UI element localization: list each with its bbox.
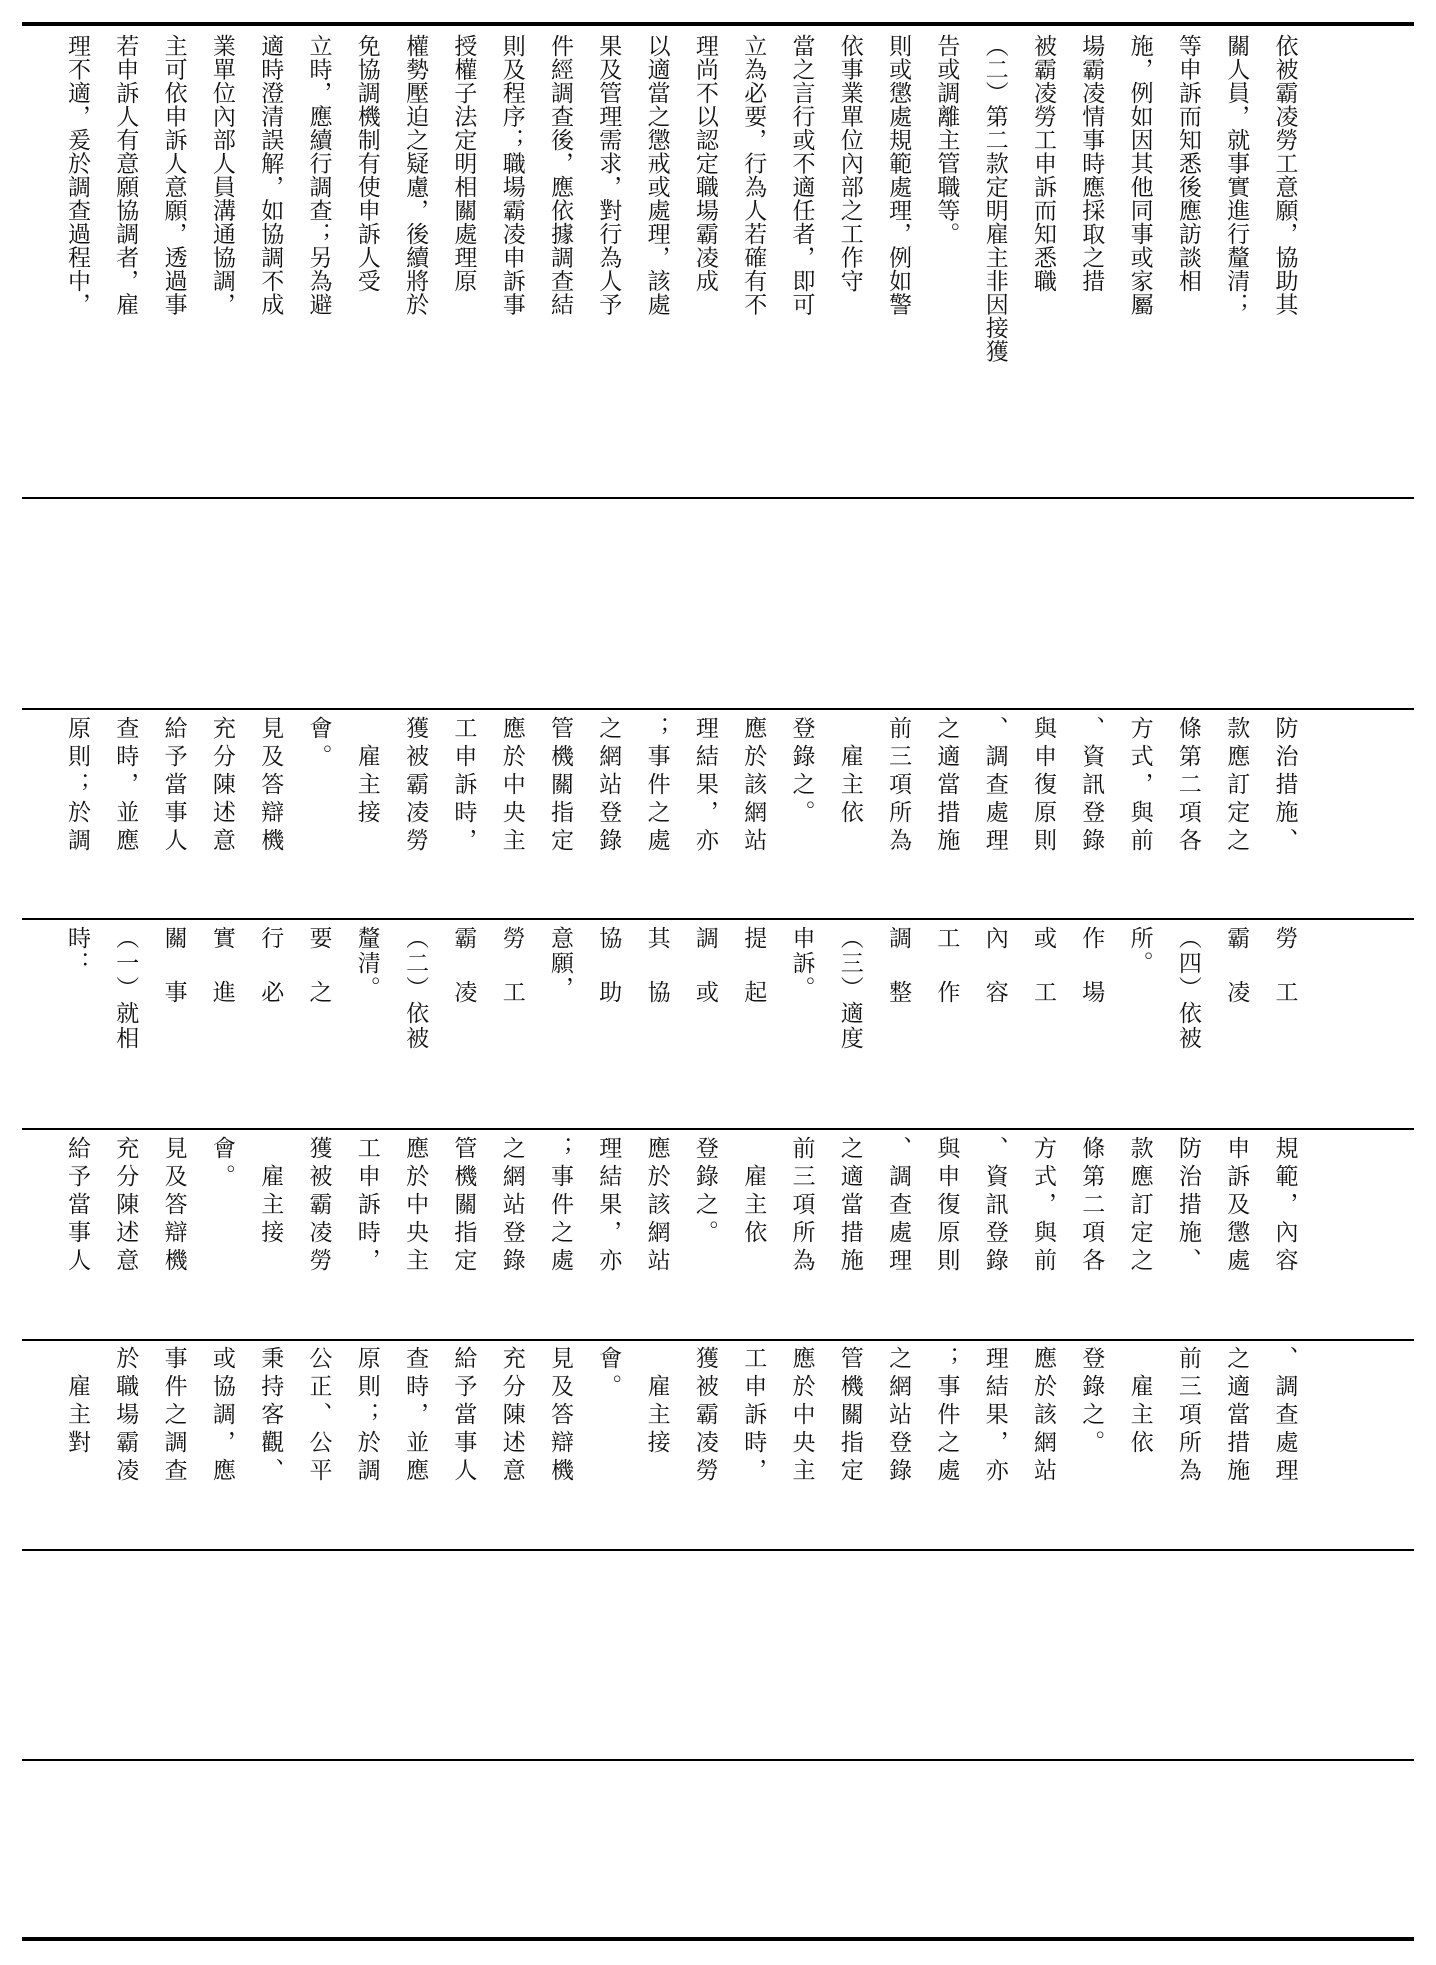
text-column: 雇主對: [64, 1346, 90, 1458]
text-column: 充分陳述意: [112, 1136, 139, 1276]
text-column: 見及答辯機: [547, 1346, 573, 1486]
text-band-1: [22, 34, 1414, 486]
text-column: 勞工: [498, 926, 525, 1034]
text-column: 之網站登錄: [595, 716, 622, 856]
text-column: 登錄之。: [788, 716, 815, 828]
text-column: 應於該網站: [643, 1136, 670, 1276]
text-column: 調或: [691, 926, 718, 1034]
text-column: 以適當之懲戒或處理，該處: [643, 34, 670, 316]
text-column: 獲被霸凌勞: [691, 1346, 718, 1486]
text-column: （一）就相: [112, 926, 139, 1051]
text-column: 登錄之。: [691, 1136, 718, 1248]
text-column: 給予當事人: [450, 1346, 477, 1486]
text-column: 防治措施、: [1174, 1136, 1201, 1276]
text-column: 管機關指定: [547, 716, 573, 856]
text-column: 申訴及懲處: [1223, 1136, 1250, 1276]
bottom-rule: [22, 1937, 1414, 1941]
text-column: 雇主接: [257, 1136, 284, 1248]
text-column: 管機關指定: [450, 1136, 477, 1276]
text-column: 獲被霸凌勞: [305, 1136, 332, 1276]
text-column: 、調查處理: [885, 1136, 912, 1276]
text-column: 查時，並應: [112, 716, 139, 856]
text-column: 雇主接: [643, 1346, 670, 1458]
text-column: 事件之調查: [160, 1346, 187, 1486]
text-column: 授權子法定明相關處理原: [450, 34, 477, 293]
text-column: 會。: [595, 1346, 622, 1402]
text-column: 理不適，爰於調查過程中，: [64, 34, 90, 316]
text-column: 行必: [257, 926, 284, 1034]
text-column: （四）依被: [1174, 926, 1201, 1051]
text-column: 權勢壓迫之疑慮，後續將於: [402, 34, 429, 316]
text-column: 應於該網站: [740, 716, 767, 856]
text-column: 原則；於調: [353, 1346, 380, 1486]
text-column: 調整: [885, 926, 912, 1034]
rule-1: [22, 497, 1414, 499]
text-column: 雇主依: [836, 716, 863, 828]
rule-5: [22, 1339, 1414, 1341]
text-column: （二）依被: [402, 926, 429, 1051]
text-column: 之網站登錄: [885, 1346, 912, 1486]
text-column: 關事: [160, 926, 187, 1034]
text-column: 當之言行或不適任者，即可: [788, 34, 815, 316]
text-column: 應於中央主: [788, 1346, 815, 1486]
text-column: 免協調機制有使申訴人受: [353, 34, 380, 293]
text-column: 、調查處理: [981, 716, 1008, 856]
text-column: 工申訴時，: [450, 716, 477, 856]
text-column: 果及管理需求，對行為人予: [595, 34, 622, 316]
text-column: 工申訴時，: [353, 1136, 380, 1276]
text-column: 給予當事人: [64, 1136, 90, 1276]
text-column: 見及答辯機: [257, 716, 284, 856]
text-column: ；事件之處: [643, 716, 670, 856]
text-column: 理結果，亦: [981, 1346, 1008, 1486]
text-column: 作場: [1078, 926, 1105, 1034]
text-column: 則或懲處規範處理，例如警: [885, 34, 912, 316]
text-column: 雇主依: [1126, 1346, 1153, 1458]
rule-7: [22, 1759, 1414, 1761]
text-column: 防治措施、: [1271, 716, 1298, 856]
text-column: 之適當措施: [836, 1136, 863, 1276]
text-column: 理結果，亦: [595, 1136, 622, 1276]
text-column: 查時，並應: [402, 1346, 429, 1486]
text-column: 前三項所為: [1174, 1346, 1201, 1486]
text-column: 或工: [1030, 926, 1056, 1034]
text-column: 見及答辯機: [160, 1136, 187, 1276]
text-column: 應於該網站: [1030, 1346, 1056, 1486]
text-column: 給予當事人: [160, 716, 187, 856]
text-column: 充分陳述意: [208, 716, 235, 856]
rule-2: [22, 708, 1414, 710]
text-column: 雇主依: [740, 1136, 767, 1248]
text-column: 會。: [305, 716, 332, 772]
text-column: 之網站登錄: [498, 1136, 525, 1276]
text-column: 時：: [64, 926, 90, 976]
text-band-2: [22, 716, 1414, 912]
text-column: 所。: [1126, 926, 1153, 976]
text-column: 要之: [305, 926, 332, 1034]
text-column: 勞工: [1271, 926, 1298, 1034]
text-column: 與申復原則: [1030, 716, 1056, 856]
text-column: 場霸凌情事時應採取之措: [1078, 34, 1105, 293]
text-column: 公正、公平: [305, 1346, 332, 1486]
text-column: 施，例如因其他同事或家屬: [1126, 34, 1153, 316]
text-band-4: [22, 1136, 1414, 1332]
text-column: 登錄之。: [1078, 1346, 1105, 1458]
text-column: 則及程序；職場霸凌申訴事: [498, 34, 525, 316]
text-column: 款應訂定之: [1126, 1136, 1153, 1276]
text-column: 於職場霸凌: [112, 1346, 139, 1486]
text-column: 申訴。: [788, 926, 815, 1001]
text-column: 會。: [208, 1136, 235, 1192]
top-rule: [22, 22, 1414, 26]
text-column: 雇主接: [353, 716, 380, 828]
text-column: 理尚不以認定職場霸凌成: [691, 34, 718, 293]
text-column: 條第二項各: [1174, 716, 1201, 856]
text-column: 霸凌: [450, 926, 477, 1034]
text-column: 前三項所為: [885, 716, 912, 856]
text-column: 依事業單位內部之工作守: [836, 34, 863, 293]
text-column: 立時，應續行調查；另為避: [305, 34, 332, 316]
rule-6: [22, 1549, 1414, 1551]
text-column: 方式，與前: [1126, 716, 1153, 856]
text-column: ；事件之處: [547, 1136, 573, 1276]
text-column: 充分陳述意: [498, 1346, 525, 1486]
text-column: 理結果，亦: [691, 716, 718, 856]
text-column: 前三項所為: [788, 1136, 815, 1276]
text-column: 工作: [933, 926, 960, 1034]
text-column: （二）第二款定明雇主非因接獲: [981, 34, 1008, 363]
text-column: ；事件之處: [933, 1346, 960, 1486]
text-band-3: [22, 926, 1414, 1122]
text-column: 關人員，就事實進行釐清；: [1223, 34, 1250, 316]
text-column: 應於中央主: [498, 716, 525, 856]
text-column: 適時澄清誤解，如協調不成: [257, 34, 284, 316]
text-column: 件經調查後，應依據調查結: [547, 34, 573, 316]
text-column: 內容: [981, 926, 1008, 1034]
text-column: 意願，: [547, 926, 573, 1001]
text-column: 依被霸凌勞工意願，協助其: [1271, 34, 1298, 316]
text-column: 管機關指定: [836, 1346, 863, 1486]
rule-3: [22, 918, 1414, 920]
text-column: 業單位內部人員溝通協調，: [208, 34, 235, 316]
text-column: 主可依申訴人意願，透過事: [160, 34, 187, 316]
text-column: 款應訂定之: [1223, 716, 1250, 856]
text-column: 工申訴時，: [740, 1346, 767, 1486]
text-column: 、資訊登錄: [1078, 716, 1105, 856]
text-column: 或協調，應: [208, 1346, 235, 1486]
text-band-5: [22, 1346, 1414, 1542]
text-column: 協助: [595, 926, 622, 1034]
text-column: 實進: [208, 926, 235, 1034]
text-column: 之適當措施: [933, 716, 960, 856]
text-column: 釐清。: [353, 926, 380, 1001]
text-column: 秉持客觀、: [257, 1346, 284, 1486]
text-column: 條第二項各: [1078, 1136, 1105, 1276]
rule-4: [22, 1128, 1414, 1130]
text-column: 原則；於調: [64, 716, 90, 856]
text-column: 立為必要，行為人若確有不: [740, 34, 767, 316]
text-column: 方式，與前: [1030, 1136, 1056, 1276]
text-column: 霸凌: [1223, 926, 1250, 1034]
text-column: 、調查處理: [1271, 1346, 1298, 1486]
text-column: 規範，內容: [1271, 1136, 1298, 1276]
text-column: 等申訴而知悉後應訪談相: [1174, 34, 1201, 293]
text-column: 與申復原則: [933, 1136, 960, 1276]
text-column: 告或調離主管職等。: [933, 34, 960, 246]
text-column: 提起: [740, 926, 767, 1034]
text-column: 若申訴人有意願協調者，雇: [112, 34, 139, 316]
text-column: 、資訊登錄: [981, 1136, 1008, 1276]
text-column: （三）適度: [836, 926, 863, 1051]
text-column: 應於中央主: [402, 1136, 429, 1276]
text-column: 獲被霸凌勞: [402, 716, 429, 856]
text-column: 之適當措施: [1223, 1346, 1250, 1486]
text-column: 被霸凌勞工申訴而知悉職: [1030, 34, 1056, 293]
text-column: 其協: [643, 926, 670, 1034]
